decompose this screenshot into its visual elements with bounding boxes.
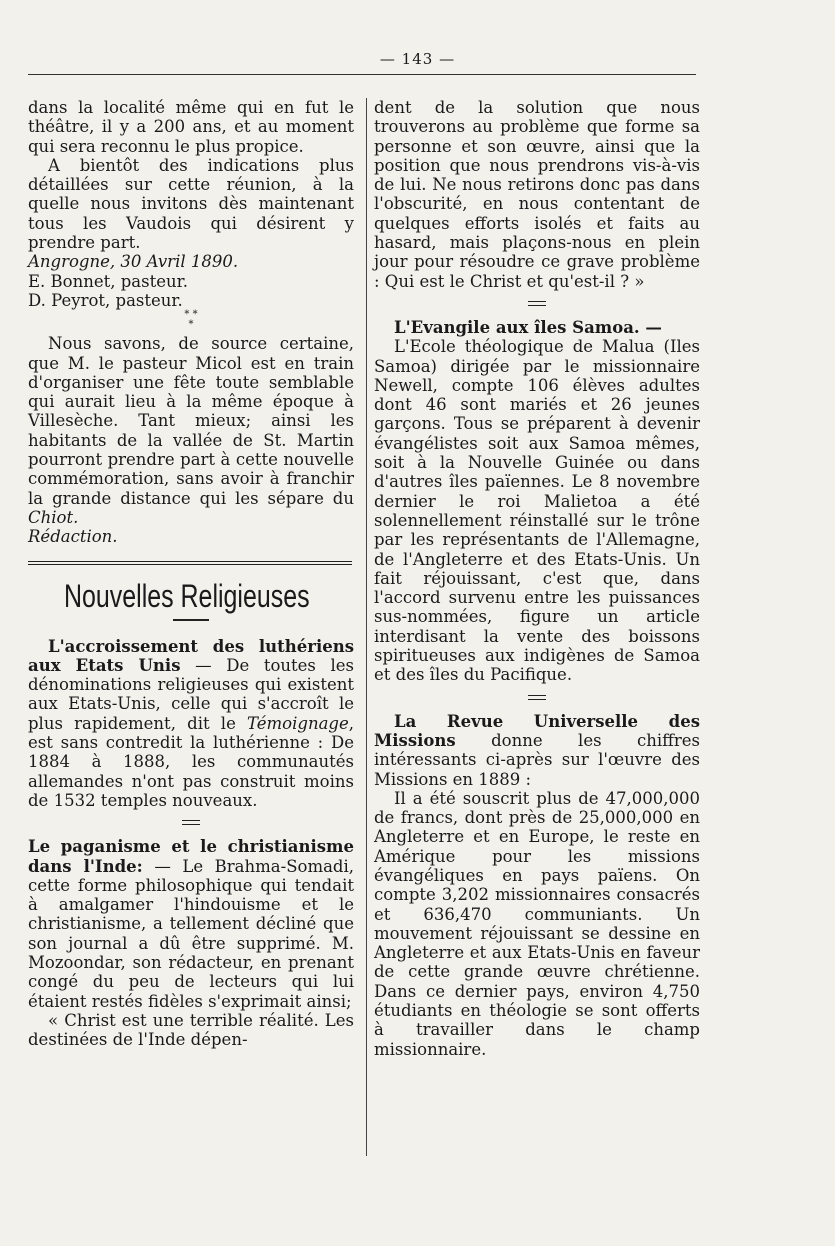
left-column xyxy=(28,98,354,1049)
section-title: Nouvelles Religieuses xyxy=(64,577,310,614)
paragraph: A bientôt des indications plus détaillées sur cette réunion, à la quelle nous invitons dès maintenant tous les Vaudois qui désirent y prendre part. xyxy=(28,155,354,253)
article-text: , est sans contredit la luthérienne : De 1884 à 1888, les communautés allemandes n'ont pas construit moins de 1532 temples nouveaux. xyxy=(28,713,354,810)
article-title: La Revue Universelle des Missions xyxy=(374,711,700,750)
asterism-bottom: * xyxy=(188,319,194,331)
article xyxy=(28,837,354,1011)
article-text: donne les chiffres intéressants ci-après sur l'œuvre des Missions en 1889 : xyxy=(374,730,700,789)
article xyxy=(28,637,354,811)
paragraph-text: Nous savons, de source certaine, que M. le pasteur Micol est en train d'organiser une fête toute semblable qui aurait lieu à la même époque à Villesèche. Tant mieux; ainsi les habitants de la vallée de St. Martin pourront prendre part à cette nouvelle commémoration, sans avoir à franchir la grande distance qui les sépare du xyxy=(28,334,354,508)
place-name: Chiot. xyxy=(28,507,79,527)
article-text: — De toutes les dénominations religieuses qui existent aux Etats-Unis, celle qui s'accroît le plus rapidement, dit le xyxy=(28,655,354,733)
paragraph: dans la localité même qui en fut le théâtre, il y a 200 ans, et au moment qui sera reconnu le plus propice. xyxy=(28,98,354,156)
article-title: L'Evangile aux îles Samoa. xyxy=(394,317,640,337)
paragraph xyxy=(28,334,354,527)
column-divider xyxy=(366,98,367,1156)
paragraph: dent de la solution que nous trouverons au problème que forme sa personne et son œuvre, ainsi que la position que nous prendrons vis-à-vis de lui. Ne nous retirons donc pas dans l'obscurité, en nous contentant de quelques efforts isolés et faits au hasard, mais plaçons-nous en plein jour pour résoudre ce grave problème : Qui est le Christ et qu'est-il ? » xyxy=(374,98,700,291)
quotation: « Christ est une terrible réalité. Les destinées de l'Inde dépen- xyxy=(28,1010,354,1050)
article xyxy=(374,712,700,789)
article-text: L'Ecole théologique de Malua (Iles Samoa) dirigée par le missionnaire Newell, compte 106 élèves adultes dont 46 sont mariés et 26 jeunes garçons. Tous se préparent à devenir évangélistes soit aux Samoa mêmes, soit à la Nouvelle Guinée ou dans d'autres îles païennes. Le 8 novembre dernier le roi Malietoa a été solennellement réinstallé sur le trône par les représentants de l'Allemagne, de l'Angleterre et des Etats-Unis. Un fait réjouissant, c'est que, dans l'accord survenu entre les puissances sus-nommées, figure un article interdisant la vente des boissons spiritueuses aux indigènes de Samoa et des îles du Pacifique. xyxy=(374,337,700,685)
redaction-signature: Rédaction. xyxy=(28,527,118,547)
page-number: — 143 — xyxy=(379,50,456,68)
asterism xyxy=(28,310,354,334)
signatory: E. Bonnet, pasteur. xyxy=(28,271,188,291)
article-text: — Le Brahma-Somadi, cette forme philosophique qui tendait à amalgamer l'hindouisme et le christianisme, a tellement décliné que son journal a dû être supprimé. M. Mozoondar, son rédacteur, en prenant congé du peu de lecteurs qui lui étaient restés fidèles s'exprimait ainsi; xyxy=(28,856,355,1011)
asterism-top: * * xyxy=(184,309,198,321)
right-column xyxy=(374,98,700,1059)
article-title: Le paganisme et le christianisme dans l'Inde: xyxy=(28,837,354,876)
title-rule xyxy=(173,619,209,621)
paragraph: Il a été souscrit plus de 47,000,000 de francs, dont près de 25,000,000 en Angleterre et en Europe, le reste en Amérique pour les missions évangéliques en pays païens. On compte 3,202 missionnaires consacrés et 636,470 communiants. Un mouvement réjouissant se dessine en Angleterre et aux Etats-Unis en faveur de cette grande œuvre chrétienne. Dans ce dernier pays, environ 4,750 étudiants en théologie se sont offerts à travailler dans le champ missionnaire. xyxy=(374,788,700,1059)
article-separator xyxy=(528,301,546,306)
article-heading xyxy=(374,318,700,337)
signatory: D. Peyrot, pasteur. xyxy=(28,290,183,310)
article-title: L'accroissement des luthériens aux Etats Unis xyxy=(28,636,354,675)
header-rule xyxy=(28,74,696,75)
article-separator xyxy=(182,820,200,825)
publication-name: Témoignage xyxy=(247,713,349,733)
date-line: Angrogne, 30 Avril 1890. xyxy=(28,252,239,272)
section-divider xyxy=(28,561,352,565)
title-dash: — xyxy=(639,317,662,337)
article-separator xyxy=(528,695,546,700)
